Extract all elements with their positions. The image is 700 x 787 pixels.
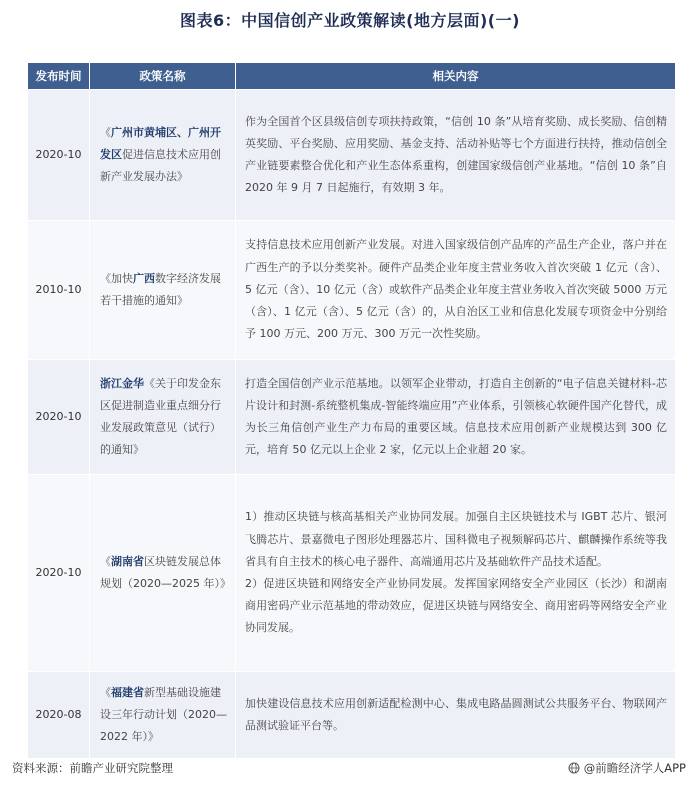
policy-name-suffix: 《关于印发金东区促进制造业重点细分行业发展政策意见（试行）的通知》 (100, 376, 221, 457)
policy-region-highlight: 广西 (133, 271, 155, 285)
date-cell: 2010-10 (28, 221, 90, 360)
policy-content-cell: 支持信息技术应用创新产业发展。对进入国家级信创产品库的产品生产企业，落户并在广西生产的予以分类奖补。硬件产品类企业年度主营业务收入首次突破 1 亿元（含）、5 亿元（含）、10 亿元（含）或软件产品类企业年度主营业务收入首次突破 5000 万元（含）、1 亿元（含）、5 亿元（含）的，从自治区工业和信息化发展专项资金中分别给予 100 万元、200 万元、300 万元一次性奖励。 (236, 221, 676, 360)
brand-label: @前瞻经济学人APP (583, 761, 686, 775)
policy-name-cell (90, 360, 236, 475)
date-cell: 2020-10 (28, 360, 90, 475)
policy-name-prefix: 《 (100, 685, 111, 699)
policy-region-highlight: 福建省 (111, 685, 144, 699)
policy-name-prefix: 《 (100, 125, 111, 139)
policy-content-cell (236, 475, 676, 672)
policy-content-cell: 作为全国首个区县级信创专项扶持政策，“信创 10 条”从培育奖励、成长奖励、信创精英奖励、平台奖励、应用奖励、基金支持、活动补贴等七个方面进行扶持，推动信创全产业链要素整合优化和产业生态体系重构，创建国家级信创产业基地。“信创 10 条”自 2020 年 9 月 7 日起施行，有效期 3 年。 (236, 90, 676, 221)
brand-credit (568, 760, 686, 776)
header-policy-name: 政策名称 (90, 63, 236, 90)
content-paragraph: 1）推动区块链与核高基相关产业协同发展。加强自主区块链技术与 IGBT 芯片、银河飞腾芯片、景嘉微电子图形处理器芯片、国科微电子视频解码芯片、麒麟操作系统等我省具有自主技术的核心电子器件、高端通用芯片及基础软件产品技术适配。 (245, 510, 667, 568)
page-title: 图表6：中国信创产业政策解读(地方层面)(一) (180, 11, 520, 30)
table-row (28, 360, 676, 475)
policy-name-cell (90, 90, 236, 221)
policy-table (27, 62, 676, 759)
globe-icon (568, 762, 580, 774)
policy-name-suffix: 数字经济发展若干措施的通知》 (100, 271, 221, 307)
policy-region-highlight: 湖南省 (111, 554, 144, 568)
policy-name-cell (90, 672, 236, 759)
policy-name-cell (90, 475, 236, 672)
header-content: 相关内容 (236, 63, 676, 90)
policy-name-suffix: 促进信息技术应用创新产业发展办法》 (100, 147, 221, 184)
policy-name-prefix: 《 (100, 554, 111, 568)
source-note: 资料来源：前瞻产业研究院整理 (12, 761, 173, 775)
policy-region-highlight: 浙江金华 (100, 376, 144, 390)
date-cell: 2020-10 (28, 475, 90, 672)
policy-name-suffix: 区块链发展总体规划（2020—2025 年）》 (100, 554, 231, 590)
header-date: 发布时间 (28, 63, 90, 90)
date-cell: 2020-10 (28, 90, 90, 221)
policy-name-suffix: 新型基础设施建设三年行动计划（2020—2022 年）》 (100, 685, 227, 744)
policy-name-prefix: 《加快 (100, 271, 133, 285)
policy-content-cell: 加快建设信息技术应用创新适配检测中心、集成电路晶圆测试公共服务平台、物联网产品测试验证平台等。 (236, 672, 676, 759)
table-row (28, 475, 676, 672)
content-paragraph: 2）促进区块链和网络安全产业协同发展。发挥国家网络安全产业园区（长沙）和湖南商用密码产业示范基地的带动效应，促进区块链与网络安全、商用密码等网络安全产业协同发展。 (245, 577, 667, 635)
table-row (28, 672, 676, 759)
table-row (28, 221, 676, 360)
policy-content-cell: 打造全国信创产业示范基地。以领军企业带动，打造自主创新的“电子信息关键材料-芯片设计和封测-系统整机集成-智能终端应用”产业体系，引领核心软硬件国产化替代，成为长三角信创产业生产力布局的重要区域。信息技术应用创新产业规模达到 300 亿元，培育 50 亿元以上企业 2 家，亿元以上企业超 20 家。 (236, 360, 676, 475)
policy-region-highlight: 广州市黄埔区、广州开发区 (100, 125, 221, 161)
table-row (28, 90, 676, 221)
table-header-row (28, 63, 676, 90)
policy-name-cell (90, 221, 236, 360)
date-cell: 2020-08 (28, 672, 90, 759)
footer (0, 760, 700, 780)
